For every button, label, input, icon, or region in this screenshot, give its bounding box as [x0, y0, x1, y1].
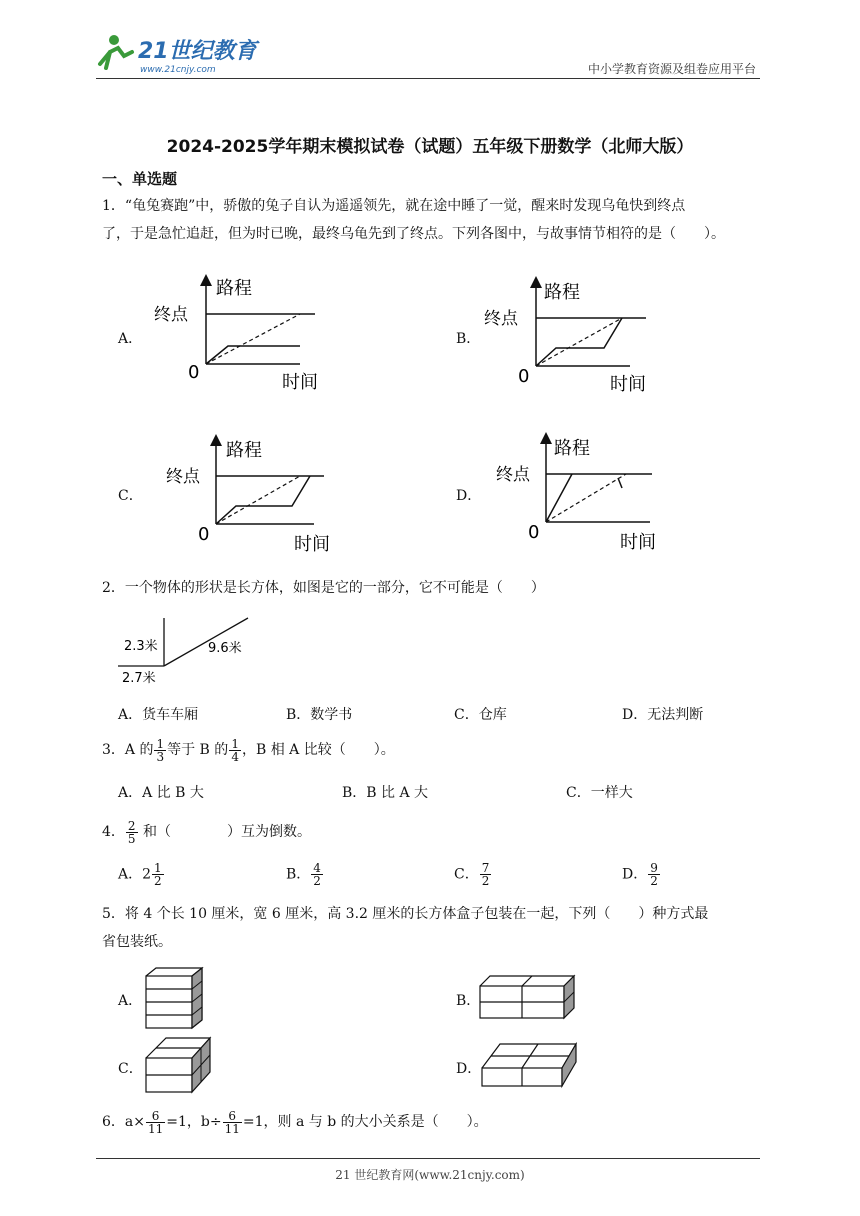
- question-5-line2: 省包装纸。: [102, 934, 172, 950]
- section-heading: 一、单选题: [102, 170, 178, 188]
- graph-b-ylabel: 路程: [544, 282, 580, 303]
- question-3: [102, 736, 762, 764]
- q3-fraction-2: $\frac{1}{4}$: [231, 736, 239, 764]
- page-title: 2024-2025学年期末模拟试卷（试题）五年级下册数学（北师大版）: [166, 137, 694, 157]
- q3-text-mid: 等于 B 的: [167, 742, 229, 758]
- q2-dim-width: 2.7米: [122, 671, 156, 686]
- q6-text-mid: =1，b÷: [166, 1114, 222, 1130]
- q3-option-a[interactable]: A．A 比 B 大: [118, 785, 204, 801]
- q4-text-post: 和（ ）互为倒数。: [138, 824, 312, 840]
- question-1: [102, 192, 762, 248]
- q6-text-post: =1，则 a 与 b 的大小关系是（ ）。: [242, 1114, 488, 1130]
- graph-b-end-label: 终点: [484, 309, 518, 329]
- graph-b-xlabel: 时间: [610, 374, 646, 395]
- q1-option-d[interactable]: D．: [456, 488, 482, 504]
- q4-option-b[interactable]: B． $\frac{4}{2}$: [286, 861, 321, 888]
- logo-text: 21世纪教育: [138, 39, 257, 64]
- q2-option-d[interactable]: D．无法判断: [622, 707, 704, 723]
- q3-fraction-1: $\frac{1}{3}$: [156, 736, 165, 764]
- question-1-line1: 1．“龟兔赛跑”中，骄傲的兔子自认为遥遥领先，就在途中睡了一觉，醒来时发现乌龟快到终点: [102, 198, 686, 214]
- question-5-line1: 5．将 4 个长 10 厘米，宽 6 厘米，高 3.2 厘米的长方体盒子包装在一起，下列（ ）种方式最: [102, 906, 709, 922]
- graph-d: [494, 432, 684, 554]
- graph-a-xlabel: 时间: [282, 372, 318, 393]
- q4-option-a[interactable]: A．2 $\frac{1}{2}$: [118, 861, 162, 888]
- graph-c-xlabel: 时间: [294, 534, 330, 555]
- q2-option-b[interactable]: B．数学书: [286, 707, 353, 723]
- footer-divider: [96, 1158, 760, 1159]
- q3-option-b[interactable]: B．B 比 A 大: [342, 785, 429, 801]
- q1-option-b[interactable]: B．: [456, 331, 481, 347]
- q4-text-pre: 4．: [102, 824, 125, 840]
- footer-text: 21 世纪教育网(www.21cnjy.com): [335, 1168, 525, 1182]
- graph-a-end-label: 终点: [154, 305, 188, 325]
- q6-fraction-2: $\frac{6}{11}$: [224, 1108, 240, 1136]
- graph-c-origin: 0: [198, 524, 210, 545]
- q5-option-a[interactable]: A．: [118, 993, 143, 1009]
- q5-option-b[interactable]: B．: [456, 993, 481, 1009]
- runner-icon: [100, 35, 132, 68]
- graph-a-ylabel: 路程: [216, 278, 252, 299]
- graph-d-end-label: 终点: [496, 465, 530, 485]
- q4-fraction: $\frac{2}{5}$: [127, 818, 136, 846]
- header-divider: [96, 78, 760, 79]
- graph-a-origin: 0: [188, 362, 200, 383]
- question-4: [102, 818, 762, 846]
- q6-fraction-1: $\frac{6}{11}$: [147, 1108, 164, 1136]
- graph-d-ylabel: 路程: [554, 438, 590, 459]
- logo: [92, 30, 262, 80]
- q2-dim-length: 9.6米: [208, 641, 242, 656]
- graph-c-end-label: 终点: [166, 467, 200, 487]
- q5-option-c[interactable]: C．: [118, 1061, 143, 1077]
- q1-option-c[interactable]: C．: [118, 488, 143, 504]
- q4-option-d[interactable]: D． $\frac{9}{2}$: [622, 861, 658, 888]
- q1-option-a[interactable]: A．: [118, 331, 143, 347]
- header-right-text: 中小学教育资源及组卷应用平台: [587, 62, 756, 76]
- q2-option-c[interactable]: C．仓库: [454, 707, 507, 723]
- q2-option-a[interactable]: A．货车车厢: [118, 707, 199, 723]
- graph-d-origin: 0: [528, 522, 540, 543]
- q5-figure-d: [480, 1042, 580, 1090]
- q6-text-pre: 6．a×: [102, 1114, 145, 1130]
- q2-dim-height: 2.3米: [124, 639, 158, 654]
- question-2: 2．一个物体的形状是长方体，如图是它的一部分，它不可能是（ ）: [102, 580, 545, 596]
- q5-figure-b: [478, 974, 578, 1024]
- graph-c-ylabel: 路程: [226, 440, 262, 461]
- logo-url: www.21cnjy.com: [140, 65, 216, 75]
- q3-text-post: ，B 相 A 比较（ ）。: [241, 742, 395, 758]
- graph-b: [480, 276, 670, 398]
- graph-b-origin: 0: [518, 366, 530, 387]
- q5-figure-a: [144, 966, 210, 1032]
- question-6: [102, 1108, 762, 1136]
- q3-text-pre: 3．A 的: [102, 742, 154, 758]
- graph-d-xlabel: 时间: [620, 532, 656, 553]
- graph-c: [164, 434, 354, 556]
- q5-figure-c: [144, 1036, 214, 1096]
- q5-option-d[interactable]: D．: [456, 1061, 482, 1077]
- question-1-line2: 了，于是急忙追赶，但为时已晚，最终乌龟先到了终点。下列各图中，与故事情节相符的是（ ）。: [102, 226, 725, 242]
- question-5: [102, 900, 762, 956]
- graph-a: [150, 272, 340, 394]
- q4-option-c[interactable]: C． $\frac{7}{2}$: [454, 861, 490, 888]
- q3-option-c[interactable]: C．一样大: [566, 785, 633, 801]
- q2-figure: [116, 610, 276, 692]
